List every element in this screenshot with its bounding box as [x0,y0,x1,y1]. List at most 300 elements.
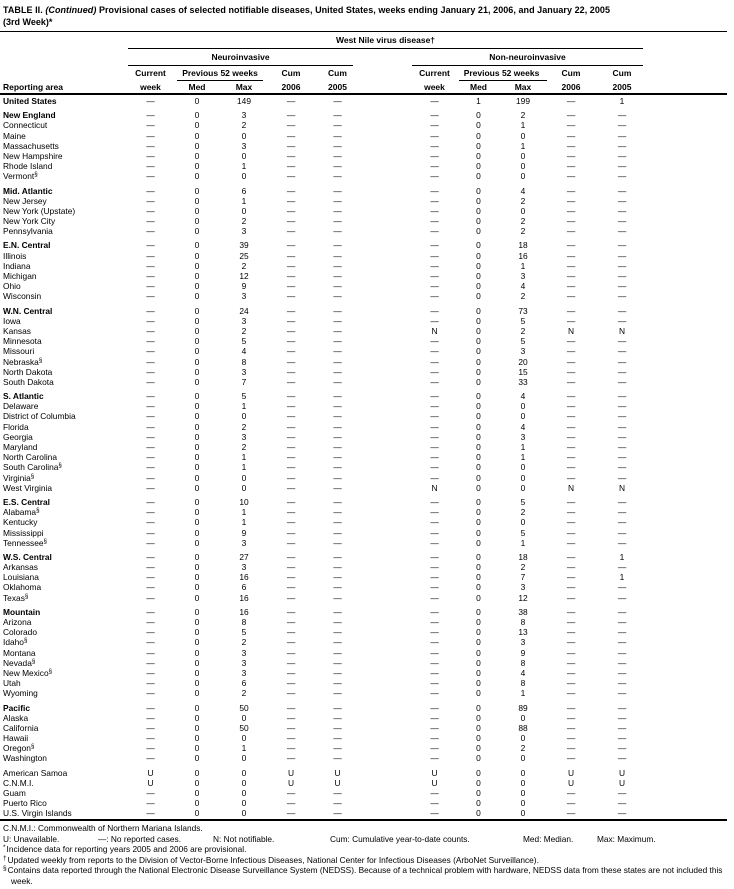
value-cell: 0 [194,336,200,347]
value-cell: — [146,808,155,819]
value-cell: — [566,421,576,432]
value-cell: — [146,551,155,562]
value-cell: — [566,96,576,106]
value-cell: 0 [476,657,481,668]
value-cell: 0 [476,161,481,172]
value-cell: — [617,216,627,227]
value-cell: 4 [520,667,526,678]
value-cell: — [617,527,627,538]
value-cell: 1 [520,452,526,463]
value-cell: — [146,205,155,216]
value-cell: 3 [241,647,247,658]
reporting-area-cell: Maryland [3,442,38,452]
value-cell: — [566,366,576,377]
table-row [0,206,727,216]
value-cell: — [286,205,296,216]
value-cell: — [430,291,439,302]
value-cell: 0 [194,130,200,141]
value-cell: 0 [241,767,247,778]
reporting-area-cell: C.N.M.I. [3,777,34,788]
right-margin [648,713,727,723]
col-header-cum-1: Cum [281,68,301,78]
value-cell: — [430,411,439,422]
value-cell: — [333,150,342,161]
value-cell: — [286,421,296,432]
reporting-area-cell: Oregon§ [3,743,35,754]
value-cell: — [617,678,627,689]
right-margin [648,658,727,668]
disease-group-header: West Nile virus disease† [335,35,436,45]
table-row [0,562,727,572]
table-row [0,507,727,517]
value-cell: 12 [518,592,528,603]
value-cell: 0 [194,657,200,668]
value-cell: 0 [194,140,200,151]
value-cell: 0 [194,305,200,316]
right-margin [648,206,727,216]
value-cell: — [430,442,439,452]
reporting-area-cell: U.S. Virgin Islands [3,808,72,819]
value-cell: 5 [241,627,247,638]
right-margin [648,391,727,401]
value-cell: — [146,376,155,387]
value-cell: 0 [476,260,481,271]
value-cell: — [566,688,576,699]
reporting-area-cell: Arkansas [3,562,38,573]
value-cell: — [286,431,296,442]
value-cell: — [617,442,627,452]
value-cell: — [146,442,155,452]
value-cell: 3 [241,667,247,678]
reporting-area-cell: Alaska [3,712,29,723]
value-cell: 2 [241,688,247,699]
value-cell: 0 [476,667,481,678]
value-cell: — [333,482,342,493]
value-cell: 0 [520,411,526,422]
value-cell: 0 [476,507,481,518]
value-cell: — [430,753,439,764]
value-cell: — [430,161,439,172]
value-cell: 1 [520,442,526,452]
value-cell: — [333,110,342,121]
right-margin [648,678,727,688]
value-cell: — [286,788,296,798]
value-cell: 0 [520,401,526,412]
value-cell: — [333,798,342,809]
reporting-area-cell: Puerto Rico [3,798,47,809]
right-margin [648,507,727,517]
value-cell: — [617,452,627,463]
table-title [3,5,732,15]
value-cell: 0 [194,421,200,432]
value-cell: — [146,562,155,573]
value-cell: — [566,743,576,754]
table-row [0,723,727,733]
value-cell: — [430,140,439,151]
value-cell: — [286,808,296,819]
value-cell: — [286,161,296,172]
column-gap [360,161,412,171]
value-cell: 5 [520,496,526,507]
value-cell: 5 [520,336,526,347]
column-gap [360,528,412,538]
right-margin [648,401,727,411]
value-cell: — [566,171,576,182]
value-cell: — [566,462,576,473]
value-cell: — [286,472,296,483]
value-cell: 0 [476,617,481,627]
value-cell: 0 [194,271,200,281]
column-gap [360,411,412,421]
value-cell: — [430,667,439,678]
value-cell: — [333,551,342,562]
value-cell: — [566,260,576,271]
table-row [0,582,727,592]
value-cell: — [333,431,342,442]
value-cell: 50 [239,722,249,733]
right-margin [648,483,727,493]
value-cell: — [286,376,296,387]
reporting-area-cell: Alabama§ [3,507,40,518]
value-cell: — [333,507,342,518]
reporting-area-cell: Louisiana [3,572,39,583]
value-cell: — [333,271,342,281]
reporting-area-cell: Mississippi [3,527,44,538]
table-title-rest: Provisional cases of selected notifiable diseases, United States, weeks ending January 21, 2006, and January 22, 2005 [96,5,611,15]
footnote-note [3,844,732,855]
table-row [0,367,727,377]
value-cell: 5 [520,527,526,538]
value-cell: 0 [194,195,200,206]
value-cell: 0 [194,617,200,627]
reporting-area-cell: Michigan [3,271,37,281]
right-margin [648,226,727,236]
value-cell: 2 [520,216,526,227]
column-gap [360,151,412,161]
col-header-2005-2: 2005 [612,82,632,92]
value-cell: — [146,617,155,627]
value-cell: — [286,462,296,473]
value-cell: U [618,777,626,788]
value-cell: — [566,305,576,316]
value-cell: — [146,366,155,377]
value-cell: 2 [241,260,247,271]
legend-item: Med: Median. [523,833,574,844]
footnote-marker: § [30,743,35,751]
value-cell: 0 [194,96,200,106]
value-cell: 0 [241,712,247,723]
column-gap [360,768,412,778]
value-cell: N [567,482,575,493]
reporting-area-cell: Montana [3,647,36,658]
value-cell: — [430,260,439,271]
value-cell: 0 [476,411,481,422]
value-cell: — [286,667,296,678]
value-cell: 0 [476,315,481,326]
value-cell: 1 [520,688,526,699]
value-cell: 0 [476,743,481,754]
value-cell: — [566,712,576,723]
value-cell: — [617,346,627,357]
value-cell: — [333,808,342,819]
reporting-area-cell: Massachusetts [3,140,59,151]
value-cell: — [286,185,296,196]
value-cell: — [617,120,627,131]
value-cell: U [334,777,341,788]
value-cell: — [430,712,439,723]
right-margin [648,452,727,462]
table-bottom-rule [0,819,727,821]
value-cell: U [567,777,575,788]
right-margin [648,96,727,106]
value-cell: — [286,120,296,131]
table-row [0,432,727,442]
value-cell: 5 [241,391,247,402]
value-cell: — [146,472,155,483]
value-cell: 2 [241,421,247,432]
table-row [0,226,727,236]
footnote-marker: § [48,667,53,675]
value-cell: — [286,366,296,377]
value-cell: — [617,110,627,121]
value-cell: — [430,171,439,182]
value-cell: — [286,657,296,668]
value-cell: 0 [476,240,481,251]
value-cell: — [146,305,155,316]
value-cell: — [146,722,155,733]
right-margin [648,357,727,367]
value-cell: — [617,140,627,151]
value-cell: — [333,562,342,573]
value-cell: — [430,496,439,507]
value-cell: 0 [476,733,481,744]
value-cell: 0 [194,346,200,357]
value-cell: 0 [241,130,247,141]
value-cell: — [333,315,342,326]
value-cell: — [430,592,439,603]
col-header-2006-2: 2006 [561,82,581,92]
value-cell: — [146,688,155,699]
value-cell: — [617,657,627,668]
value-cell: — [566,185,576,196]
value-cell: — [617,366,627,377]
value-cell: — [617,592,627,603]
value-cell: 0 [241,205,247,216]
value-cell: — [333,537,342,548]
reporting-area-cell: Vermont§ [3,171,38,182]
value-cell: — [617,712,627,723]
value-cell: — [146,291,155,302]
value-cell: — [333,472,342,483]
value-cell: — [617,743,627,754]
table-row [0,808,727,818]
value-cell: N [567,325,575,336]
value-cell: 0 [476,346,481,357]
value-cell: 0 [476,150,481,161]
value-cell: — [617,667,627,678]
reporting-area-cell: Minnesota [3,336,42,347]
value-cell: — [333,260,342,271]
value-cell: 149 [237,96,251,106]
reporting-area-cell: Wisconsin [3,291,42,302]
disease-group-rule [128,48,643,49]
value-cell: 13 [518,627,528,638]
value-cell: 0 [520,808,526,819]
value-cell: — [566,336,576,347]
value-cell: 0 [194,185,200,196]
value-cell: — [146,356,155,367]
value-cell: — [286,733,296,744]
value-cell: — [430,472,439,483]
value-cell: 1 [520,260,526,271]
value-cell: — [566,250,576,261]
right-margin [648,648,727,658]
value-cell: — [333,582,342,593]
value-cell: — [617,582,627,593]
value-cell: — [617,617,627,627]
value-cell: — [430,617,439,627]
value-cell: 1 [241,462,247,473]
footnote-text: Contains data reported through the National Electronic Disease Surveillance System (NEDSS). Because of a technical problem with hardware, NEDSS data from these states are not included this week. [7,865,723,886]
value-cell: — [617,291,627,302]
value-cell: 0 [476,442,481,452]
column-gap [360,110,412,120]
value-cell: 2 [241,637,247,648]
value-cell: 0 [476,325,481,336]
reporting-area-cell: United States [3,96,57,106]
value-cell: 0 [194,442,200,452]
right-margin [648,743,727,753]
right-margin [648,346,727,356]
value-cell: 89 [518,702,528,713]
table-row [0,346,727,356]
value-cell: 1 [241,743,247,754]
value-cell: 3 [241,657,247,668]
column-gap [360,582,412,592]
column-gap [360,432,412,442]
column-gap [360,442,412,452]
value-cell: — [617,627,627,638]
value-cell: — [333,346,342,357]
value-cell: — [333,205,342,216]
value-cell: 0 [476,140,481,151]
value-cell: — [430,582,439,593]
reporting-area-cell: New York (Upstate) [3,205,76,216]
value-cell: 0 [194,551,200,562]
value-cell: — [566,617,576,627]
value-cell: 0 [520,462,526,473]
column-gap [360,462,412,472]
value-cell: — [430,130,439,141]
value-cell: 0 [520,517,526,528]
value-cell: 0 [476,712,481,723]
value-cell: — [286,712,296,723]
value-cell: — [146,712,155,723]
right-margin [648,552,727,562]
table-row [0,753,727,763]
value-cell: — [333,401,342,412]
value-cell: — [566,452,576,463]
value-cell: 0 [476,305,481,316]
column-gap [360,357,412,367]
table-row [0,411,727,421]
reporting-area-cell: New England [3,110,56,121]
table-row [0,788,727,798]
column-gap [360,798,412,808]
value-cell: — [566,110,576,121]
table-row [0,161,727,171]
value-cell: 0 [241,411,247,422]
value-cell: 0 [476,336,481,347]
value-cell: 0 [520,130,526,141]
reporting-area-cell: Rhode Island [3,161,53,172]
reporting-area-cell: Guam [3,788,26,798]
value-cell: 15 [518,366,528,377]
table-row [0,768,727,778]
value-cell: — [566,733,576,744]
value-cell: — [566,657,576,668]
value-cell: — [333,161,342,172]
value-cell: 0 [194,452,200,463]
value-cell: 0 [194,366,200,377]
value-cell: 0 [476,606,481,617]
value-cell: — [146,150,155,161]
right-margin [648,171,727,181]
reporting-area-cell: Connecticut [3,120,48,131]
value-cell: — [286,688,296,699]
value-cell: — [430,657,439,668]
value-cell: — [146,161,155,172]
reporting-area-cell: Nebraska§ [3,356,43,367]
value-cell: — [566,271,576,281]
right-margin [648,291,727,301]
value-cell: 0 [520,788,526,798]
value-cell: 1 [520,537,526,548]
value-cell: — [146,391,155,402]
value-cell: 0 [476,110,481,121]
table-row [0,377,727,387]
value-cell: — [566,376,576,387]
reporting-area-cell: Ohio [3,281,21,292]
column-gap [360,240,412,250]
value-cell: 4 [520,391,526,402]
value-cell: 0 [476,120,481,131]
value-cell: — [617,537,627,548]
value-cell: — [286,346,296,357]
value-cell: — [286,637,296,648]
reporting-area-header: Reporting area [3,82,63,92]
reporting-area-cell: Georgia [3,431,33,442]
value-cell: — [146,130,155,141]
value-cell: — [430,401,439,412]
column-gap [360,552,412,562]
value-cell: — [146,120,155,131]
value-cell: — [566,140,576,151]
value-cell: — [566,647,576,658]
value-cell: 0 [194,291,200,302]
value-cell: — [146,572,155,583]
value-cell: — [617,421,627,432]
col-header-cum-4: Cum [612,68,632,78]
value-cell: — [566,582,576,593]
table-row [0,648,727,658]
value-cell: 0 [194,572,200,583]
value-cell: — [333,226,342,237]
value-cell: — [286,260,296,271]
value-cell: — [286,356,296,367]
value-cell: 3 [520,271,526,281]
value-cell: 0 [194,527,200,538]
